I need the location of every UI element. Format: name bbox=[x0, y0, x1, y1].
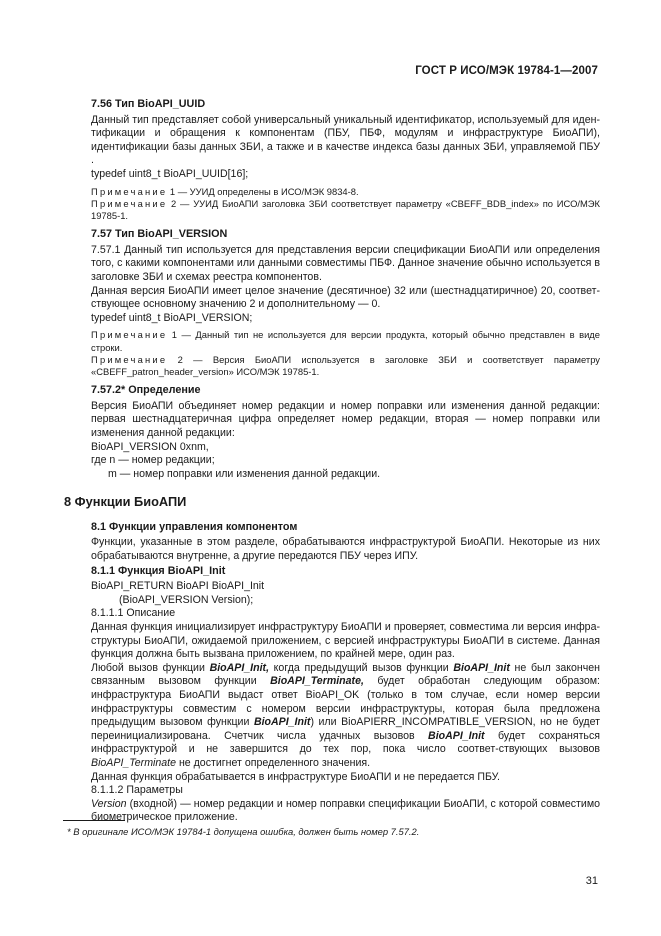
note-label: Примечание bbox=[91, 185, 168, 197]
note-7-56-1: Примечание 1 — УУИД определены в ИСО/МЭК 9834-8. bbox=[91, 185, 359, 197]
standard-header: ГОСТ Р ИСО/МЭК 19784-1—2007 bbox=[415, 65, 598, 77]
section-7-56-code: typedef uint8_t BioAPI_UUID[16]; bbox=[91, 167, 249, 180]
section-7-57-code: typedef uint8_t BioAPI_VERSION; bbox=[91, 311, 253, 324]
func-ref: BioAPI_Init bbox=[453, 661, 510, 674]
section-8-1-1-2-title: 8.1.1.2 Параметры bbox=[91, 784, 183, 797]
note-label: Примечание bbox=[91, 329, 168, 341]
parameter-version: Version (входной) — номер редакции и номер поправки спецификации БиоАПИ, с которой совместимо биометрическое приложение. bbox=[91, 797, 600, 824]
description-para-3: Данная функция обрабатывается в инфраструктуре БиоАПИ и не передается ПБУ. bbox=[91, 770, 500, 783]
page-content bbox=[64, 98, 600, 825]
section-8-title: 8 Функции БиоАПИ bbox=[64, 494, 187, 510]
footnote-divider bbox=[63, 820, 125, 821]
page-number: 31 bbox=[585, 875, 598, 887]
note-label: Примечание bbox=[91, 197, 168, 209]
section-7-57-version-text: Данная версия БиоАПИ имеет целое значение (десятичное) 32 или (шестнадцатиричное) 20, соответ-ствующее основному значению 2 и дополнительному — 0. bbox=[91, 284, 600, 311]
section-7-56-text: Данный тип представляет собой универсальный уникальный идентификатор, используемый для иден-тификации и обращения к компонентам (ПБУ, ПБФ, модулям и инфраструктуре БиоАПИ), идентификации базы данных ЗБИ, а также и в качестве индекса базы данных ЗБИ, управляемой ПБУ . bbox=[91, 113, 600, 167]
section-7-57-2-text: Версия БиоАПИ объединяет номер редакции и номер поправки или изменения данной редакции: первая шестнадцатеричная цифра определяет номер редакции, вторая — номер поправки или изменения данной редакции: bbox=[91, 399, 600, 439]
section-7-57-2-where: где n — номер редакции; bbox=[91, 454, 215, 467]
func-ref: BioAPI_Terminate, bbox=[270, 675, 364, 688]
bioapi-init-params: (BioAPI_VERSION Version); bbox=[119, 593, 254, 606]
func-ref: BioAPI_Terminate bbox=[91, 756, 176, 769]
section-7-57-1-text: 7.57.1 Данный тип используется для представления версии спецификации БиоАПИ или определения того, с какими компонентами или данными совместимы ПБФ. Данное значение обычно используется в заголовке ЗБИ и схемах реестра компонентов. bbox=[91, 243, 600, 283]
section-8-1-1-1-title: 8.1.1.1 Описание bbox=[91, 607, 176, 620]
description-para-2: Любой вызов функции BioAPI_Init, когда предыдущий вызов функции BioAPI_Init не был закончен связанным вызовом функции BioAPI_Terminate, будет обработан следующим образом: инфраструктура БиоАПИ выдаст ответ BioAPI_OK (только в том случае, если номер версии инфраструктуры совместим с номером версии инфраструктуры, которая была предложена предыдущим вызовом функции BioAPI_Init) или BioAPIERR_INCOMPATIBLE_VERSION, но не будет переинициализирована. Счетчик числа удачных вызовов BioAPI_Init будет сохраняться инфраструктурой и не завершится до тех пор, пока число соответ-ствующих вызовов BioAPI_Terminate не достигнет определенного значения. bbox=[91, 661, 600, 769]
description-para-1: Данная функция инициализирует инфраструктуру БиоАПИ и проверяет, совместима ли версия инфра-структуры БиоАПИ, ожидаемой приложением, с версией инфраструктуры БиоАПИ в системе. Данная функция должна быть вызвана приложением, по крайней мере, один раз. bbox=[91, 621, 600, 661]
section-7-56-title: 7.56 Тип BioAPI_UUID bbox=[91, 98, 206, 110]
section-7-57-2-m: m — номер поправки или изменения данной редакции. bbox=[108, 467, 381, 480]
note-7-56-2: Примечание 2 — УУИД БиоАПИ заголовка ЗБИ соответствует параметру «CBEFF_BDB_index» по ИСО/МЭК 19785-1. bbox=[91, 197, 600, 221]
note-7-57-2: Примечание 2 — Версия БиоАПИ используется в заголовке ЗБИ и соответствует параметру «CBEFF_patron_header_version» ИСО/МЭК 19785-1. bbox=[91, 353, 600, 377]
func-ref: BioAPI_Init, bbox=[209, 661, 270, 674]
section-8-1-title: 8.1 Функции управления компонентом bbox=[91, 520, 298, 533]
note-label: Примечание bbox=[91, 353, 168, 365]
bioapi-init-signature: BioAPI_RETURN BioAPI BioAPI_Init bbox=[91, 580, 265, 593]
section-7-57-2-title: 7.57.2* Определение bbox=[91, 384, 201, 397]
func-ref: BioAPI_Init bbox=[253, 716, 311, 729]
section-7-57-title: 7.57 Тип BioAPI_VERSION bbox=[91, 228, 228, 241]
section-8-1-text: Функции, указанные в этом разделе, обрабатываются инфраструктурой БиоАПИ. Некоторые из них обрабатываются внутренне, а другие передаются ПБУ через ИПУ. bbox=[91, 536, 600, 563]
note-7-57-1: Примечание 1 — Данный тип не используется для версии продукта, который обычно представлен в виде строки. bbox=[91, 329, 600, 353]
footnote: * В оригинале ИСО/МЭК 19784-1 допущена ошибка, должен быть номер 7.57.2. bbox=[67, 826, 420, 837]
param-name: Version bbox=[91, 797, 127, 810]
section-8-1-1-title: 8.1.1 Функция BioAPI_Init bbox=[91, 564, 226, 577]
func-ref: BioAPI_Init bbox=[428, 729, 485, 742]
section-7-57-2-code: BioAPI_VERSION 0xnm, bbox=[91, 440, 209, 453]
